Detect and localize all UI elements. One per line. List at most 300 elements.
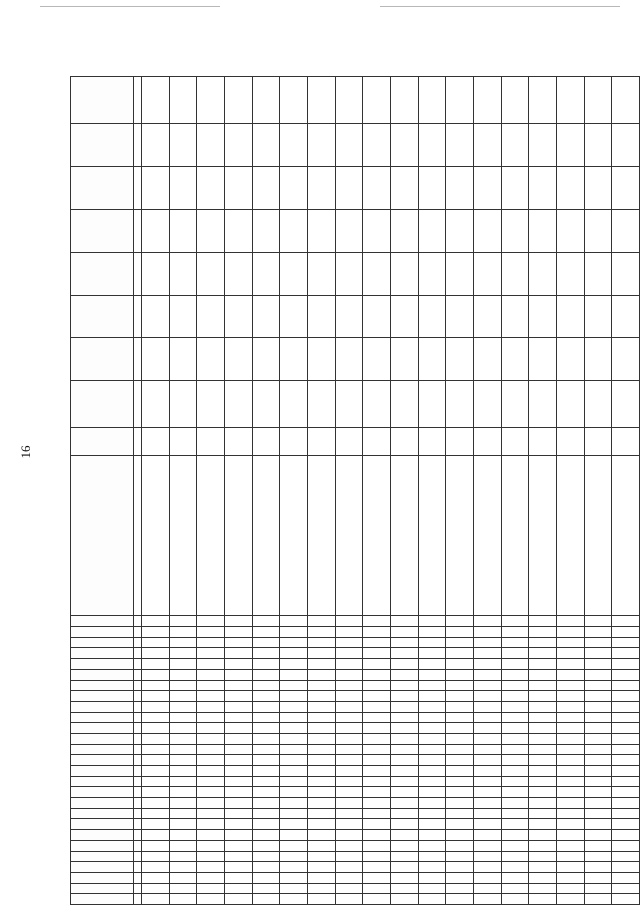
table-cell	[307, 851, 335, 862]
table-cell	[363, 766, 391, 777]
table-cell	[252, 787, 280, 798]
table-cell	[335, 819, 363, 830]
table-cell	[169, 851, 197, 862]
table-cell	[363, 627, 391, 638]
table-cell	[612, 723, 640, 734]
table-cell	[473, 701, 501, 712]
table-cell	[197, 776, 225, 787]
table-cell	[556, 851, 584, 862]
table-cell	[363, 691, 391, 702]
table-cell	[197, 680, 225, 691]
table-cell	[335, 766, 363, 777]
table-cell	[612, 167, 640, 210]
table-cell	[418, 766, 446, 777]
table-cell	[556, 627, 584, 638]
table-cell	[197, 712, 225, 723]
table-cell	[224, 766, 252, 777]
table-cell	[142, 209, 170, 252]
header-cell	[71, 862, 134, 873]
header-cell	[71, 167, 134, 210]
table-cell	[307, 766, 335, 777]
header-cell	[71, 338, 134, 381]
table-cell	[307, 680, 335, 691]
table-cell	[252, 840, 280, 851]
table-cell	[142, 787, 170, 798]
table-cell	[252, 627, 280, 638]
table-row	[390, 77, 418, 905]
table-cell	[612, 830, 640, 841]
table-cell	[363, 77, 391, 124]
table-cell	[169, 776, 197, 787]
table-cell	[169, 124, 197, 167]
table-cell	[612, 659, 640, 670]
table-cell	[556, 830, 584, 841]
table-cell	[418, 124, 446, 167]
table-cell	[473, 776, 501, 787]
table-cell	[363, 338, 391, 381]
table-cell	[280, 637, 308, 648]
table-cell	[169, 691, 197, 702]
header-cell	[71, 851, 134, 862]
table-cell	[418, 734, 446, 745]
table-cell	[390, 755, 418, 766]
table-cell	[224, 851, 252, 862]
table-cell	[307, 776, 335, 787]
table-cell	[197, 627, 225, 638]
table-cell	[446, 659, 474, 670]
table-cell	[390, 808, 418, 819]
table-cell	[556, 883, 584, 894]
table-cell	[169, 252, 197, 295]
table-cell	[363, 295, 391, 338]
table-cell	[556, 701, 584, 712]
column-number-cell	[134, 872, 142, 883]
table-cell	[335, 755, 363, 766]
table-cell	[335, 798, 363, 809]
table-cell	[473, 616, 501, 627]
table-cell	[169, 840, 197, 851]
table-cell	[335, 883, 363, 894]
table-cell	[584, 428, 612, 456]
table-cell	[501, 167, 529, 210]
table-cell	[584, 616, 612, 627]
table-cell	[418, 872, 446, 883]
table-cell	[252, 691, 280, 702]
table-cell	[142, 872, 170, 883]
table-cell	[473, 659, 501, 670]
table-cell	[224, 295, 252, 338]
table-cell	[501, 616, 529, 627]
table-cell	[501, 295, 529, 338]
table-cell	[390, 338, 418, 381]
table-cell	[142, 659, 170, 670]
header-cell	[71, 680, 134, 691]
table-cell	[612, 338, 640, 381]
table-cell	[252, 669, 280, 680]
table-cell	[473, 723, 501, 734]
table-cell	[390, 744, 418, 755]
table-cell	[612, 381, 640, 428]
table-cell	[363, 851, 391, 862]
table-cell	[612, 616, 640, 627]
table-cell	[612, 798, 640, 809]
table-cell	[584, 744, 612, 755]
column-number-cell	[134, 883, 142, 894]
table-row	[418, 77, 446, 905]
table-cell	[280, 723, 308, 734]
column-number-cell	[134, 252, 142, 295]
table-cell	[501, 209, 529, 252]
table-cell	[363, 744, 391, 755]
table-cell	[142, 840, 170, 851]
table-cell	[169, 167, 197, 210]
table-cell	[224, 637, 252, 648]
table-cell	[307, 862, 335, 873]
table-cell	[501, 755, 529, 766]
table-cell	[335, 295, 363, 338]
table-cell	[501, 862, 529, 873]
table-cell	[529, 776, 557, 787]
table-cell	[501, 712, 529, 723]
table-cell	[529, 167, 557, 210]
table-cell	[363, 455, 391, 615]
table-row	[501, 77, 529, 905]
table-cell	[307, 659, 335, 670]
table-cell	[390, 723, 418, 734]
table-cell	[529, 883, 557, 894]
table-cell	[418, 209, 446, 252]
table-cell	[529, 455, 557, 615]
table-cell	[335, 787, 363, 798]
table-cell	[224, 701, 252, 712]
table-cell	[142, 830, 170, 841]
table-cell	[584, 691, 612, 702]
table-cell	[612, 787, 640, 798]
table-cell	[473, 787, 501, 798]
table-cell	[418, 252, 446, 295]
table-cell	[529, 808, 557, 819]
header-cell	[71, 428, 134, 456]
table-cell	[446, 428, 474, 456]
table-cell	[612, 428, 640, 456]
column-number-cell	[134, 680, 142, 691]
table-cell	[556, 787, 584, 798]
table-cell	[446, 701, 474, 712]
table-cell	[446, 840, 474, 851]
table-cell	[335, 428, 363, 456]
table-cell	[307, 819, 335, 830]
table-cell	[556, 167, 584, 210]
table-row	[142, 77, 170, 905]
table-cell	[418, 851, 446, 862]
table-cell	[501, 637, 529, 648]
table-cell	[446, 787, 474, 798]
table-cell	[501, 787, 529, 798]
table-cell	[363, 209, 391, 252]
header-cell	[71, 669, 134, 680]
table-cell	[280, 627, 308, 638]
table-cell	[584, 701, 612, 712]
table-cell	[252, 734, 280, 745]
table-cell	[142, 798, 170, 809]
table-cell	[446, 744, 474, 755]
page-number: 16	[18, 445, 33, 459]
table-cell	[390, 691, 418, 702]
table-cell	[224, 734, 252, 745]
table-cell	[169, 209, 197, 252]
table-cell	[142, 712, 170, 723]
header-cell	[71, 295, 134, 338]
table-cell	[390, 669, 418, 680]
table-cell	[307, 872, 335, 883]
table-cell	[224, 428, 252, 456]
table-cell	[390, 872, 418, 883]
table-cell	[612, 819, 640, 830]
table-cell	[529, 428, 557, 456]
table-cell	[418, 648, 446, 659]
table-cell	[224, 894, 252, 905]
table-cell	[584, 627, 612, 638]
table-cell	[197, 744, 225, 755]
table-cell	[197, 648, 225, 659]
table-cell	[556, 616, 584, 627]
table-cell	[556, 798, 584, 809]
table-cell	[556, 124, 584, 167]
table-cell	[169, 669, 197, 680]
table-cell	[169, 744, 197, 755]
table-cell	[501, 766, 529, 777]
header-cell	[71, 712, 134, 723]
header-cell	[71, 883, 134, 894]
table-cell	[335, 338, 363, 381]
column-number-cell	[134, 830, 142, 841]
program-indicators-table	[70, 76, 640, 905]
table-cell	[418, 338, 446, 381]
table-cell	[363, 648, 391, 659]
table-cell	[473, 851, 501, 862]
table-cell	[224, 840, 252, 851]
table-cell	[307, 428, 335, 456]
table-cell	[390, 851, 418, 862]
table-cell	[612, 776, 640, 787]
table-cell	[335, 894, 363, 905]
table-cell	[446, 883, 474, 894]
table-cell	[224, 776, 252, 787]
table-cell	[446, 627, 474, 638]
table-cell	[418, 787, 446, 798]
table-cell	[501, 840, 529, 851]
table-cell	[280, 798, 308, 809]
table-cell	[390, 428, 418, 456]
table-cell	[307, 637, 335, 648]
table-cell	[197, 167, 225, 210]
table-cell	[473, 428, 501, 456]
table-cell	[307, 167, 335, 210]
table-cell	[446, 455, 474, 615]
table-cell	[446, 798, 474, 809]
table-cell	[280, 744, 308, 755]
table-cell	[142, 167, 170, 210]
table-cell	[612, 627, 640, 638]
table-cell	[280, 734, 308, 745]
table-cell	[446, 648, 474, 659]
table-cell	[252, 428, 280, 456]
table-cell	[307, 124, 335, 167]
table-cell	[556, 862, 584, 873]
table-cell	[142, 669, 170, 680]
table-cell	[224, 862, 252, 873]
table-cell	[363, 872, 391, 883]
table-cell	[612, 808, 640, 819]
table-cell	[252, 295, 280, 338]
table-cell	[501, 252, 529, 295]
table-cell	[280, 338, 308, 381]
table-row	[363, 77, 391, 905]
program-indicators-table-frame	[70, 76, 640, 905]
header-cell	[71, 381, 134, 428]
column-number-cell	[134, 819, 142, 830]
table-cell	[252, 894, 280, 905]
table-cell	[142, 648, 170, 659]
table-cell	[280, 124, 308, 167]
table-cell	[307, 701, 335, 712]
table-cell	[556, 338, 584, 381]
table-cell	[529, 712, 557, 723]
table-cell	[390, 637, 418, 648]
table-cell	[529, 840, 557, 851]
table-cell	[224, 659, 252, 670]
table-cell	[335, 627, 363, 638]
table-cell	[335, 124, 363, 167]
table-cell	[224, 252, 252, 295]
table-cell	[169, 648, 197, 659]
table-cell	[418, 755, 446, 766]
table-cell	[612, 744, 640, 755]
table-cell	[169, 894, 197, 905]
table-cell	[446, 616, 474, 627]
table-cell	[390, 627, 418, 638]
table-cell	[584, 381, 612, 428]
table-cell	[501, 830, 529, 841]
table-cell	[390, 295, 418, 338]
table-cell	[169, 787, 197, 798]
table-cell	[501, 77, 529, 124]
table-cell	[169, 627, 197, 638]
table-cell	[390, 862, 418, 873]
header-cell	[71, 894, 134, 905]
table-cell	[224, 787, 252, 798]
header-cell	[71, 252, 134, 295]
table-cell	[612, 669, 640, 680]
column-number-cell	[134, 851, 142, 862]
table-cell	[335, 648, 363, 659]
table-cell	[418, 701, 446, 712]
table-cell	[418, 616, 446, 627]
table-cell	[556, 894, 584, 905]
table-cell	[390, 787, 418, 798]
table-cell	[363, 819, 391, 830]
table-cell	[169, 381, 197, 428]
table-cell	[307, 669, 335, 680]
table-cell	[584, 252, 612, 295]
table-cell	[252, 381, 280, 428]
column-number-cell	[134, 798, 142, 809]
table-cell	[142, 124, 170, 167]
header-cell	[71, 455, 134, 615]
table-cell	[446, 381, 474, 428]
table-cell	[612, 680, 640, 691]
table-cell	[446, 851, 474, 862]
table-cell	[584, 455, 612, 615]
table-cell	[224, 808, 252, 819]
table-cell	[473, 167, 501, 210]
table-cell	[501, 851, 529, 862]
table-cell	[169, 455, 197, 615]
table-cell	[612, 637, 640, 648]
table-cell	[363, 883, 391, 894]
table-cell	[612, 691, 640, 702]
table-cell	[307, 808, 335, 819]
table-cell	[335, 167, 363, 210]
table-cell	[307, 734, 335, 745]
column-number-cell	[134, 744, 142, 755]
table-cell	[584, 830, 612, 841]
table-cell	[252, 455, 280, 615]
table-cell	[418, 627, 446, 638]
table-cell	[584, 167, 612, 210]
table-cell	[418, 669, 446, 680]
table-cell	[280, 680, 308, 691]
table-cell	[169, 77, 197, 124]
table-cell	[252, 766, 280, 777]
header-cell	[71, 701, 134, 712]
table-cell	[197, 124, 225, 167]
table-cell	[390, 381, 418, 428]
table-cell	[307, 77, 335, 124]
table-cell	[612, 124, 640, 167]
table-header-row	[71, 77, 134, 905]
table-cell	[252, 755, 280, 766]
table-cell	[501, 338, 529, 381]
table-cell	[584, 295, 612, 338]
table-cell	[390, 712, 418, 723]
table-cell	[307, 691, 335, 702]
table-cell	[556, 209, 584, 252]
column-number-cell	[134, 712, 142, 723]
table-cell	[556, 734, 584, 745]
table-cell	[363, 659, 391, 670]
table-cell	[529, 209, 557, 252]
column-number-cell	[134, 295, 142, 338]
table-cell	[390, 840, 418, 851]
table-cell	[197, 637, 225, 648]
table-cell	[224, 712, 252, 723]
table-cell	[280, 712, 308, 723]
table-cell	[473, 840, 501, 851]
table-cell	[169, 712, 197, 723]
table-cell	[612, 872, 640, 883]
table-cell	[390, 77, 418, 124]
column-number-cell	[134, 776, 142, 787]
header-cell	[71, 787, 134, 798]
table-cell	[501, 872, 529, 883]
table-cell	[529, 872, 557, 883]
table-cell	[169, 883, 197, 894]
column-number-cell	[134, 338, 142, 381]
table-cell	[418, 659, 446, 670]
table-cell	[252, 808, 280, 819]
table-cell	[584, 872, 612, 883]
